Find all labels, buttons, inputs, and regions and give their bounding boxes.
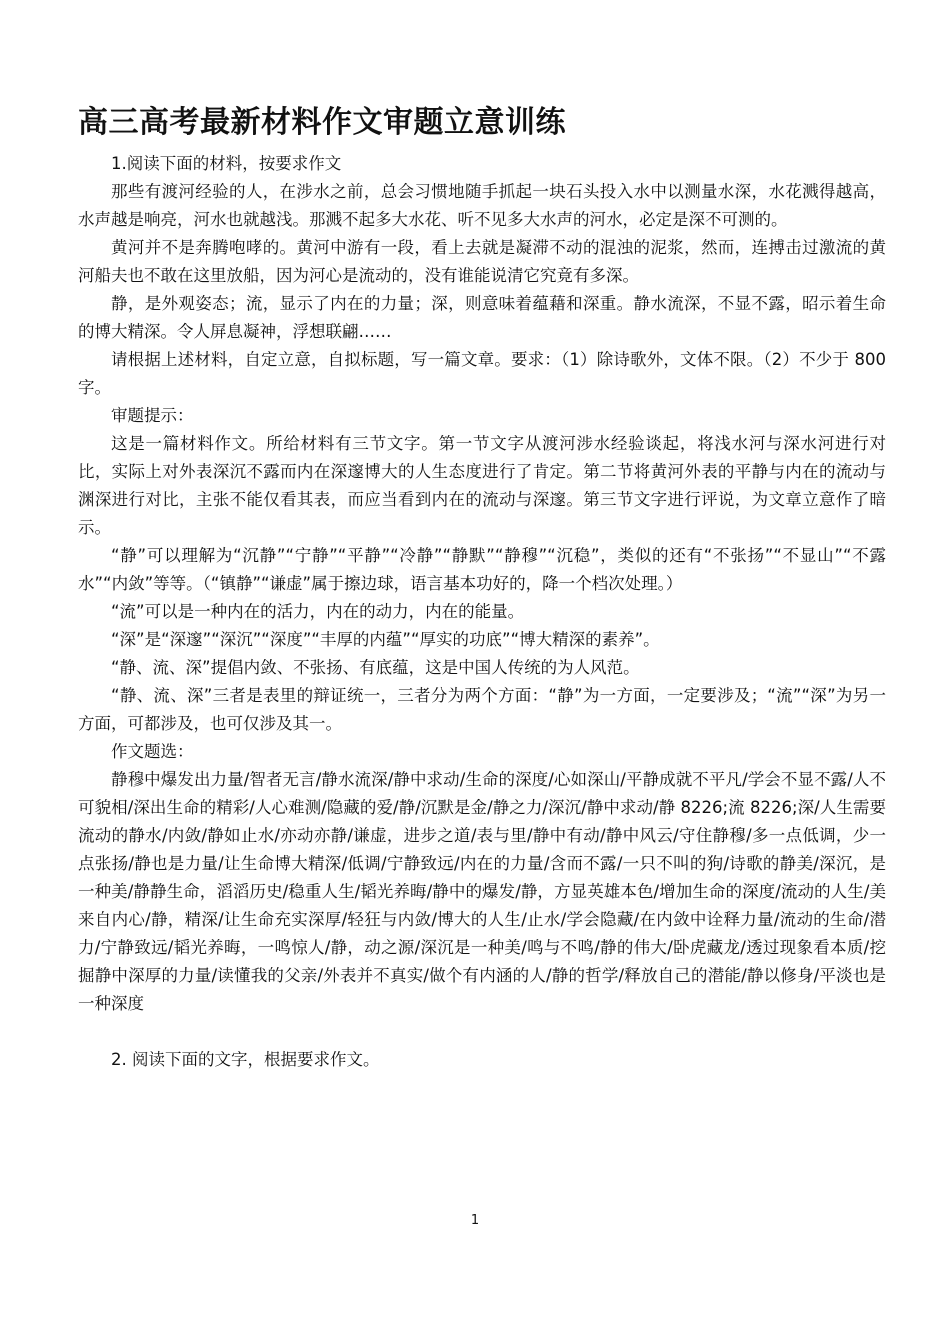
hint-heading: 审题提示： <box>111 406 194 425</box>
hint-paragraph-1: 这是一篇材料作文。所给材料有三节文字。第一节文字从渡河涉水经验谈起，将浅水河与深水河进行对比，实际上对外表深沉不露而内在深邃博大的人生态度进行了肯定。第二节将黄河外表的平静与内在的流动与渊深进行对比，主张不能仅看其表，而应当看到内在的流动与深邃。第三节文字进行评说，为文章立意作了暗示。 <box>78 434 886 537</box>
topics-list: 静穆中爆发出力量/智者无言/静水流深/静中求动/生命的深度/心如深山/平静成就不平凡/学会不显不露/人不可貌相/深出生命的精彩/人心难测/隐藏的爱/静/沉默是金/静之力/深沉/静中求动/静 8226;流 8226;深/人生需要流动的静水/内敛/静如止水/亦动亦静/谦虚，进步之道/表与里/静中有动/静中风云/守住静穆/多一点低调，少一点张扬/静也是力量/让生命博大精深/低调/宁静致远/内在的力量/含而不露/一只不叫的狗/诗歌的静美/深沉，是一种美/静静生命，滔滔历史/稳重人生/韬光养晦/静中的爆发/静，方显英雄本色/增加生命的深度/流动的人生/美来自内心/静，精深/让生命充实深厚/轻狂与内敛/博大的人生/止水/学会隐藏/在内敛中诠释力量/流动的生命/潜力/宁静致远/韬光养晦，一鸣惊人/静，动之源/深沉是一种美/鸣与不鸣/静的伟大/卧虎藏龙/透过现象看本质/挖掘静中深厚的力量/读懂我的父亲/外表并不真实/做个有内涵的人/静的哲学/释放自己的潜能/静以修身/平淡也是一种深度 <box>78 770 886 1013</box>
document-body <box>78 150 886 1074</box>
material-paragraph-2: 黄河并不是奔腾咆哮的。黄河中游有一段，看上去就是凝滞不动的混浊的泥浆，然而，连搏击过激流的黄河船夫也不敢在这里放船，因为河心是流动的，没有谁能说清它究竟有多深。 <box>78 238 886 285</box>
hint-paragraph-liu: “流”可以是一种内在的活力，内在的动力，内在的能量。 <box>111 602 525 621</box>
page-title: 高三高考最新材料作文审题立意训练 <box>78 105 566 140</box>
question-2-heading: 2. 阅读下面的文字，根据要求作文。 <box>111 1050 380 1069</box>
topics-heading: 作文题选： <box>111 742 194 761</box>
material-paragraph-3: 静，是外观姿态；流，显示了内在的力量；深，则意味着蕴藉和深重。静水流深，不显不露，昭示着生命的博大精深。令人屏息凝神，浮想联翩…… <box>78 294 886 341</box>
material-paragraph-1: 那些有渡河经验的人，在涉水之前，总会习惯地随手抓起一块石头投入水中以测量水深，水花溅得越高，水声越是响亮，河水也就越浅。那溅不起多大水花、听不见多大水声的河水，必定是深不可测的。 <box>78 182 886 229</box>
question-1-heading: 1.阅读下面的材料，按要求作文 <box>111 154 342 173</box>
writing-requirements: 请根据上述材料，自定立意，自拟标题，写一篇文章。要求：（1）除诗歌外，文体不限。（2）不少于 800 字。 <box>78 350 886 397</box>
hint-paragraph-shen: “深”是“深邃”“深沉”“深度”“丰厚的内蕴”“厚实的功底”“博大精深的素养”。 <box>111 630 660 649</box>
hint-paragraph-dialectic: “静、流、深”三者是表里的辩证统一，三者分为两个方面：“静”为一方面，一定要涉及；“流”“深”为另一方面，可都涉及，也可仅涉及其一。 <box>78 686 886 733</box>
hint-paragraph-tradition: “静、流、深”提倡内敛、不张扬、有底蕴，这是中国人传统的为人风范。 <box>111 658 640 677</box>
hint-paragraph-jing: “静”可以理解为“沉静”“宁静”“平静”“冷静”“静默”“静穆”“沉稳”，类似的还有“不张扬”“不显山”“不露水”“内敛”等等。（“镇静”“谦虚”属于擦边球，语言基本功好的，降一个档次处理。） <box>78 546 886 593</box>
page-number: 1 <box>470 1213 480 1228</box>
